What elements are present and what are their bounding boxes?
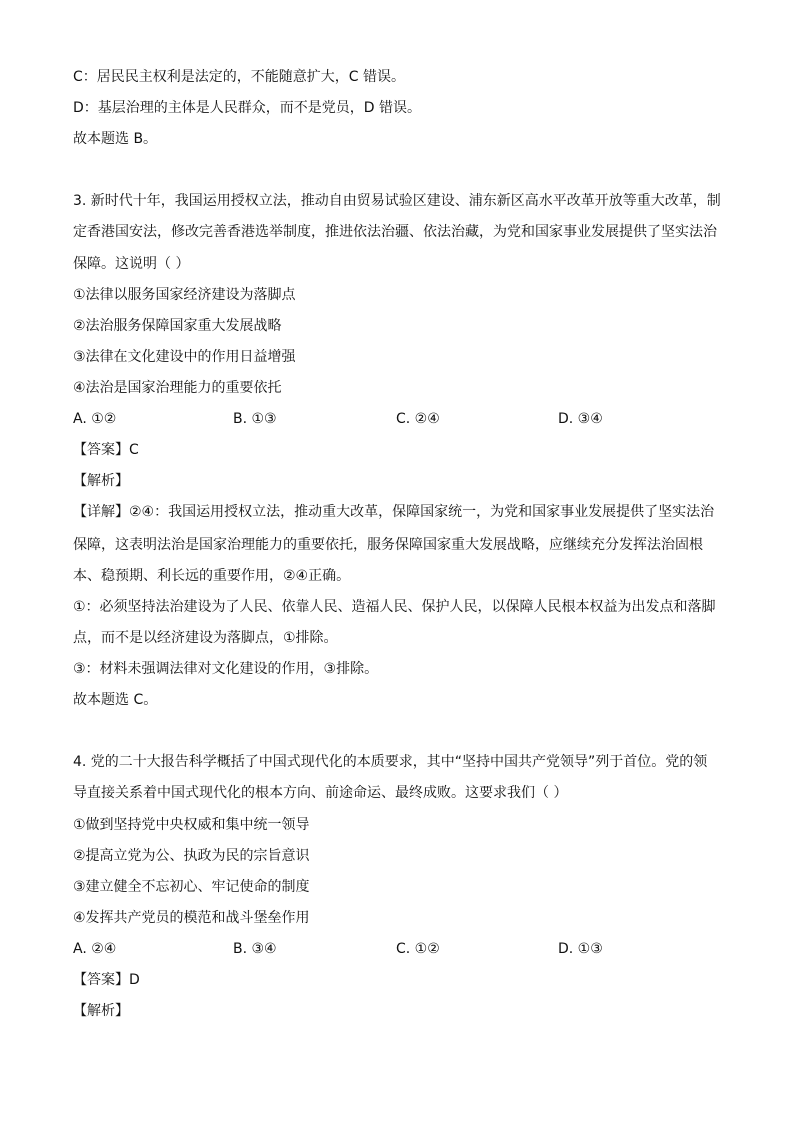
q3-answer (73, 440, 139, 460)
q4-statement-2: ②提高立党为公、执政为民的宗旨意识 (73, 848, 310, 864)
q3-statement-3: ③法律在文化建设中的作用日益增强 (73, 349, 296, 365)
q3-option-c: C. ②④ (396, 411, 440, 427)
prev-option-d-explanation: D：基层治理的主体是人民群众，而不是党员，D 错误。 (73, 100, 422, 116)
q3-detail-line-3: 本、稳预期、利长远的重要作用，②④正确。 (73, 568, 351, 584)
q3-stem-line-2: 定香港国安法，修改完善香港选举制度，推进依法治疆、依法治藏，为党和国家事业发展提供了坚实法治 (73, 224, 717, 240)
q3-statement-2: ②法治服务保障国家重大发展战略 (73, 318, 282, 334)
q4-stem-line-2: 导直接关系着中国式现代化的根本方向、前途命运、最终成败。这要求我们（ ） (73, 785, 568, 801)
q4-statement-3: ③建立健全不忘初心、牢记使命的制度 (73, 879, 310, 895)
q3-analysis-tag: 【解析】 (73, 473, 129, 489)
q4-stem-line-1: 4. 党的二十大报告科学概括了中国式现代化的本质要求，其中“坚持中国共产党领导”列于首位。党的领 (73, 754, 708, 770)
q3-detail-line-2: 保障，这表明法治是国家治理能力的重要依托，服务保障国家重大发展战略，应继续充分发挥法治固根 (73, 537, 703, 553)
q3-detail-text-1: ②④：我国运用授权立法，推动重大改革，保障国家统一，为党和国家事业发展提供了坚实法治 (129, 504, 715, 520)
q3-detail-tag: 【详解】 (73, 504, 129, 520)
q4-analysis-tag: 【解析】 (73, 1003, 129, 1019)
q3-answer-value: C (129, 442, 139, 458)
prev-conclusion: 故本题选 B。 (73, 131, 158, 147)
q3-stem-line-1: 3. 新时代十年，我国运用授权立法，推动自由贸易试验区建设、浦东新区高水平改革开放等重大改革，制 (73, 193, 721, 209)
q4-answer-value: D (129, 972, 140, 988)
q3-option-a: A. ①② (73, 411, 117, 427)
q3-detail-line-6: ③：材料未强调法律对文化建设的作用，③排除。 (73, 661, 379, 677)
q3-conclusion: 故本题选 C。 (73, 692, 158, 708)
q3-detail-line-1 (73, 502, 714, 522)
q3-detail-line-4: ①：必须坚持法治建设为了人民、依靠人民、造福人民、保护人民，以保障人民根本权益为出发点和落脚 (73, 599, 716, 615)
q4-option-a: A. ②④ (73, 941, 117, 957)
q4-option-d: D. ①③ (558, 941, 603, 957)
q3-detail-line-5: 点，而不是以经济建设为落脚点，①排除。 (73, 630, 338, 646)
q3-statement-4: ④法治是国家治理能力的重要依托 (73, 380, 282, 396)
q3-option-d: D. ③④ (558, 411, 603, 427)
q3-option-b: B. ①③ (233, 411, 277, 427)
q3-stem-line-3: 保障。这说明（ ） (73, 256, 190, 272)
prev-option-c-explanation: C：居民民主权利是法定的，不能随意扩大，C 错误。 (73, 69, 405, 85)
q4-option-b: B. ③④ (233, 941, 277, 957)
q4-option-c: C. ①② (396, 941, 440, 957)
q4-statement-4: ④发挥共产党员的模范和战斗堡垒作用 (73, 910, 310, 926)
q3-statement-1: ①法律以服务国家经济建设为落脚点 (73, 287, 296, 303)
q4-answer-tag: 【答案】 (73, 972, 129, 988)
q4-statement-1: ①做到坚持党中央权威和集中统一领导 (73, 817, 310, 833)
q3-answer-tag: 【答案】 (73, 442, 129, 458)
q4-answer (73, 970, 140, 990)
